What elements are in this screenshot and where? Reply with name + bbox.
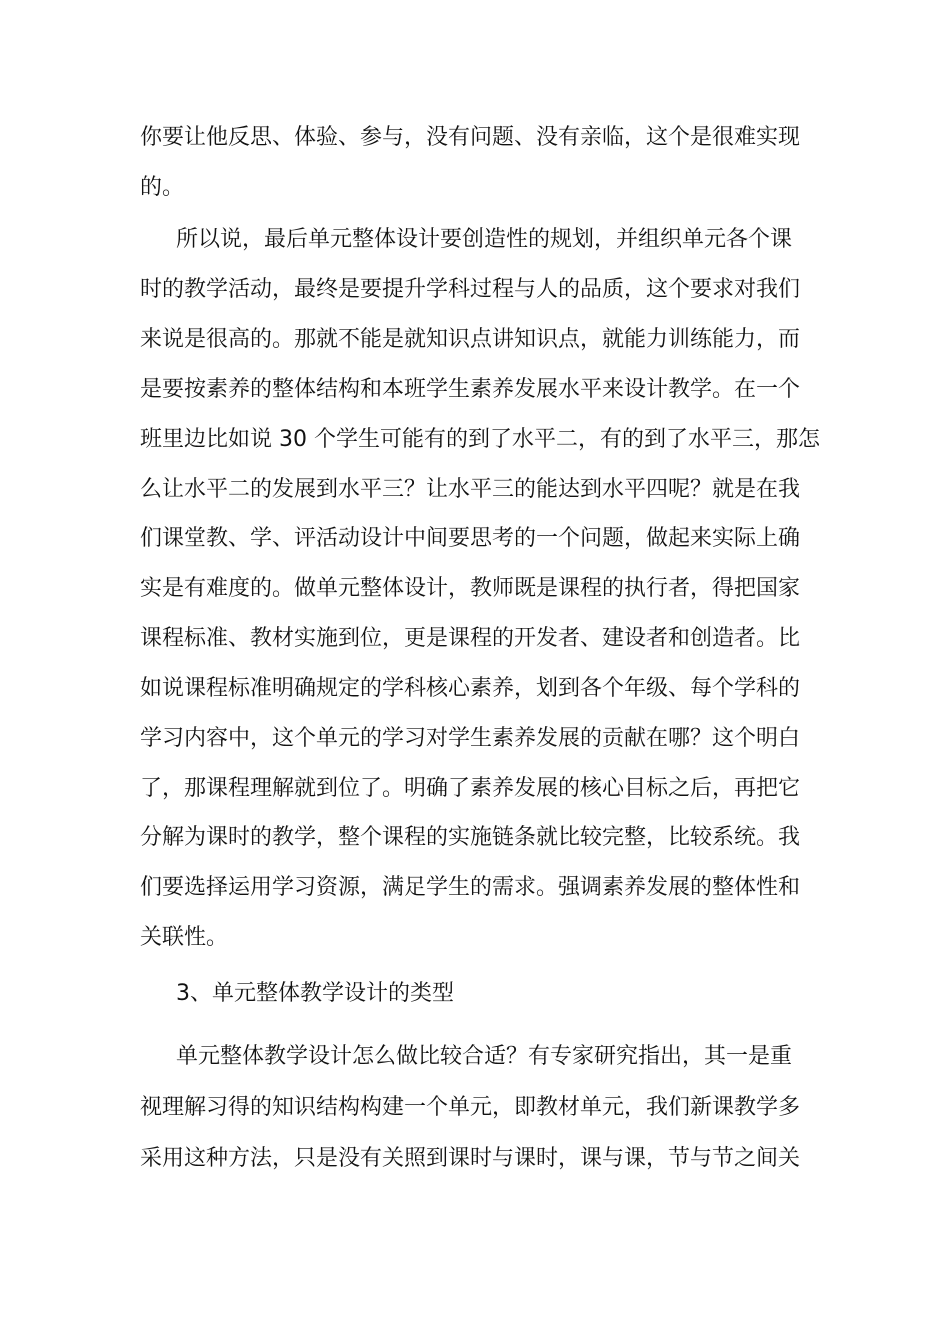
text-line-11: 课程标准、教材实施到位，更是课程的开发者、建设者和创造者。比 <box>140 626 801 651</box>
text-line-3: 所以说，最后单元整体设计要创造性的规划，并组织单元各个课 <box>176 227 793 252</box>
text-line-21: 采用这种方法，只是没有关照到课时与课时，课与课，节与节之间关 <box>140 1146 801 1171</box>
text-line-10: 实是有难度的。做单元整体设计，教师既是课程的执行者，得把国家 <box>140 576 801 601</box>
section-heading: 3、单元整体教学设计的类型 <box>176 981 454 1006</box>
text-line-20: 视理解习得的知识结构构建一个单元，即教材单元，我们新课教学多 <box>140 1095 801 1120</box>
text-line-6: 是要按素养的整体结构和本班学生素养发展水平来设计教学。在一个 <box>140 377 801 402</box>
text-line-1: 你要让他反思、体验、参与，没有问题、没有亲临，这个是很难实现 <box>140 125 801 150</box>
text-line-7: 班里边比如说 30 个学生可能有的到了水平二，有的到了水平三，那怎 <box>140 427 820 452</box>
text-line-2: 的。 <box>140 175 185 200</box>
text-line-9: 们课堂教、学、评活动设计中间要思考的一个问题，做起来实际上确 <box>140 526 801 551</box>
text-line-14: 了，那课程理解就到位了。明确了素养发展的核心目标之后，再把它 <box>140 776 801 801</box>
text-line-8: 么让水平二的发展到水平三？让水平三的能达到水平四呢？就是在我 <box>140 477 801 502</box>
text-line-5: 来说是很高的。那就不能是就知识点讲知识点，就能力训练能力，而 <box>140 327 801 352</box>
text-line-16: 们要选择运用学习资源，满足学生的需求。强调素养发展的整体性和 <box>140 875 801 900</box>
text-line-15: 分解为课时的教学，整个课程的实施链条就比较完整，比较系统。我 <box>140 825 801 850</box>
text-line-4: 时的教学活动，最终是要提升学科过程与人的品质，这个要求对我们 <box>140 277 801 302</box>
text-line-19: 单元整体教学设计怎么做比较合适？有专家研究指出，其一是重 <box>176 1044 793 1069</box>
text-line-12: 如说课程标准明确规定的学科核心素养，划到各个年级、每个学科的 <box>140 676 801 701</box>
text-line-17: 关联性。 <box>140 925 229 950</box>
text-line-13: 学习内容中，这个单元的学习对学生素养发展的贡献在哪？这个明白 <box>140 726 801 751</box>
